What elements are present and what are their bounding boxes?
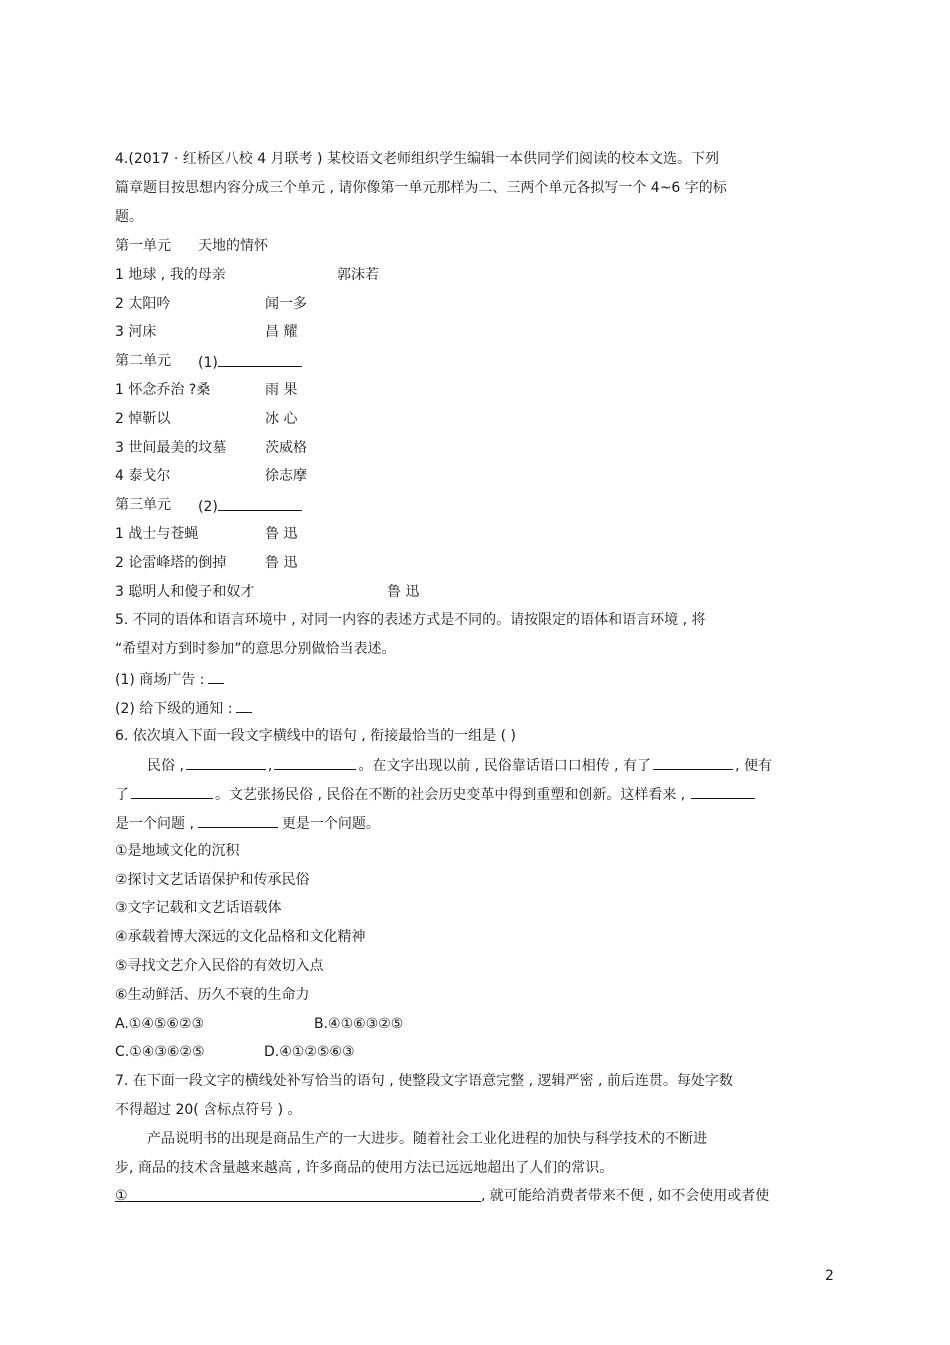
q5-item-2-blank bbox=[236, 698, 252, 713]
q4-line-2: 篇章题目按思想内容分成三个单元 , 请你像第一单元那样为二、三两个单元各拟写一个 4~6 字的标 bbox=[115, 180, 727, 196]
unit2-item-author: 冰 心 bbox=[265, 411, 298, 427]
q6-text: , 便有 bbox=[735, 758, 772, 774]
choice-c[interactable]: C.①④③⑥②⑤ bbox=[115, 1044, 205, 1060]
unit3-item-title: 1 战士与苍蝇 bbox=[115, 526, 199, 542]
unit1-item-author: 昌 耀 bbox=[265, 324, 298, 340]
unit2-item-title: 1 怀念乔治 ?桑 bbox=[115, 382, 211, 398]
q6-blank[interactable] bbox=[653, 755, 733, 770]
q5-line-2: “希望对方到时参加”的意思分别做恰当表述。 bbox=[115, 641, 396, 657]
unit2-name: 第二单元 bbox=[115, 353, 171, 369]
q6-blank[interactable] bbox=[198, 813, 278, 828]
q5-line-1: 5. 不同的语体和语言环境中 , 对同一内容的表述方式是不同的。请按限定的语体和语言环境 , 将 bbox=[115, 612, 706, 628]
unit2-item-title: 2 悼靳以 bbox=[115, 411, 171, 427]
unit2-blank-line bbox=[218, 352, 302, 367]
q6-passage-line-2 bbox=[115, 784, 755, 804]
q6-stem: 6. 依次填入下面一段文字横线中的语句 , 衔接最恰当的一组是 ( ) bbox=[115, 728, 516, 744]
choice-d[interactable]: D.④①②⑤⑥③ bbox=[264, 1044, 355, 1060]
unit3-item-author: 鲁 迅 bbox=[387, 584, 420, 600]
q6-passage-line-3 bbox=[115, 813, 380, 833]
q6-option: ①是地域文化的沉积 bbox=[115, 843, 240, 859]
unit1-item-title: 3 河床 bbox=[115, 324, 157, 340]
q6-option: ②探讨文艺话语保护和传承民俗 bbox=[115, 872, 310, 888]
q7-blank[interactable] bbox=[115, 1187, 481, 1202]
unit3-blank-line bbox=[218, 496, 302, 511]
q6-option: ④承载着博大深远的文化品格和文化精神 bbox=[115, 929, 366, 945]
unit3-blank-label: (2) bbox=[198, 499, 218, 515]
unit2-item-author: 徐志摩 bbox=[265, 468, 307, 484]
choice-b[interactable]: B.④①⑥③②⑤ bbox=[314, 1016, 404, 1032]
q6-blank[interactable] bbox=[691, 784, 755, 799]
q5-item-1-label: (1) 商场广告 : bbox=[115, 672, 205, 688]
q7-para-2: 步, 商品的技术含量越来越高 , 许多商品的使用方法已远远地超出了人们的常识。 bbox=[115, 1160, 614, 1176]
unit1-name: 第一单元 bbox=[115, 238, 171, 254]
q6-passage-line-1 bbox=[147, 755, 772, 775]
q6-text: 了 bbox=[115, 787, 129, 803]
q6-text: , bbox=[267, 758, 273, 774]
unit1-item-title: 1 地球 , 我的母亲 bbox=[115, 267, 226, 283]
q6-option: ⑤寻找文艺介入民俗的有效切入点 bbox=[115, 958, 324, 974]
q7-blank-marker: ① bbox=[115, 1188, 128, 1204]
q6-blank[interactable] bbox=[186, 755, 266, 770]
q6-text: 更是一个问题。 bbox=[281, 816, 380, 832]
q6-option: ③文字记载和文艺话语载体 bbox=[115, 900, 282, 916]
q5-item-1[interactable] bbox=[115, 669, 224, 689]
unit2-item-author: 雨 果 bbox=[265, 382, 298, 398]
unit2-answer-blank[interactable] bbox=[198, 352, 302, 372]
q6-text: 。文艺张扬民俗 , 民俗在不断的社会历史变革中得到重塑和创新。这样看来 , bbox=[215, 787, 686, 803]
unit3-item-author: 鲁 迅 bbox=[265, 555, 298, 571]
q4-line-3: 题。 bbox=[115, 209, 143, 225]
unit3-item-author: 鲁 迅 bbox=[265, 526, 298, 542]
unit1-item-author: 闻一多 bbox=[265, 296, 307, 312]
q6-text: 是一个问题 , bbox=[115, 816, 194, 832]
unit3-answer-blank[interactable] bbox=[198, 496, 302, 516]
q7-line-2: 不得超过 20( 含标点符号 ) 。 bbox=[115, 1102, 302, 1118]
unit2-item-title: 4 泰戈尔 bbox=[115, 468, 171, 484]
unit1-item-author: 郭沫若 bbox=[337, 267, 379, 283]
q5-item-2[interactable] bbox=[115, 698, 252, 718]
unit3-item-title: 3 聪明人和傻子和奴才 bbox=[115, 584, 255, 600]
page-number: 2 bbox=[825, 1268, 834, 1284]
unit2-item-title: 3 世间最美的坟墓 bbox=[115, 440, 227, 456]
q6-option: ⑥生动鲜活、历久不衰的生命力 bbox=[115, 987, 310, 1003]
q6-text: 民俗 , bbox=[147, 758, 184, 774]
unit3-item-title: 2 论雷峰塔的倒掉 bbox=[115, 555, 227, 571]
unit2-item-author: 茨威格 bbox=[265, 440, 307, 456]
unit1-item-title: 2 太阳吟 bbox=[115, 296, 171, 312]
q5-item-1-blank bbox=[208, 669, 224, 684]
unit3-name: 第三单元 bbox=[115, 497, 171, 513]
q7-para-1: 产品说明书的出现是商品生产的一大进步。随着社会工业化进程的加快与科学技术的不断进 bbox=[147, 1131, 707, 1147]
q5-item-2-label: (2) 给下级的通知 : bbox=[115, 701, 233, 717]
unit2-blank-label: (1) bbox=[198, 355, 218, 371]
q7-line-1: 7. 在下面一段文字的横线处补写恰当的语句 , 使整段文字语意完整 , 逻辑严密 , 前后连贯。每处字数 bbox=[115, 1073, 733, 1089]
q6-text: 。在文字出现以前 , 民俗靠话语口口相传 , 有了 bbox=[358, 758, 652, 774]
q6-blank[interactable] bbox=[274, 755, 356, 770]
q7-tail: , 就可能给消费者带来不便 , 如不会使用或者使 bbox=[481, 1188, 770, 1204]
q7-answer-line bbox=[115, 1187, 769, 1205]
unit1-title: 天地的情怀 bbox=[198, 238, 268, 254]
q4-line-1: 4.(2017 · 红桥区八校 4 月联考 ) 某校语文老师组织学生编辑一本供同学们阅读的校本文选。下列 bbox=[115, 151, 719, 167]
q6-blank[interactable] bbox=[131, 784, 213, 799]
choice-a[interactable]: A.①④⑤⑥②③ bbox=[115, 1016, 205, 1032]
